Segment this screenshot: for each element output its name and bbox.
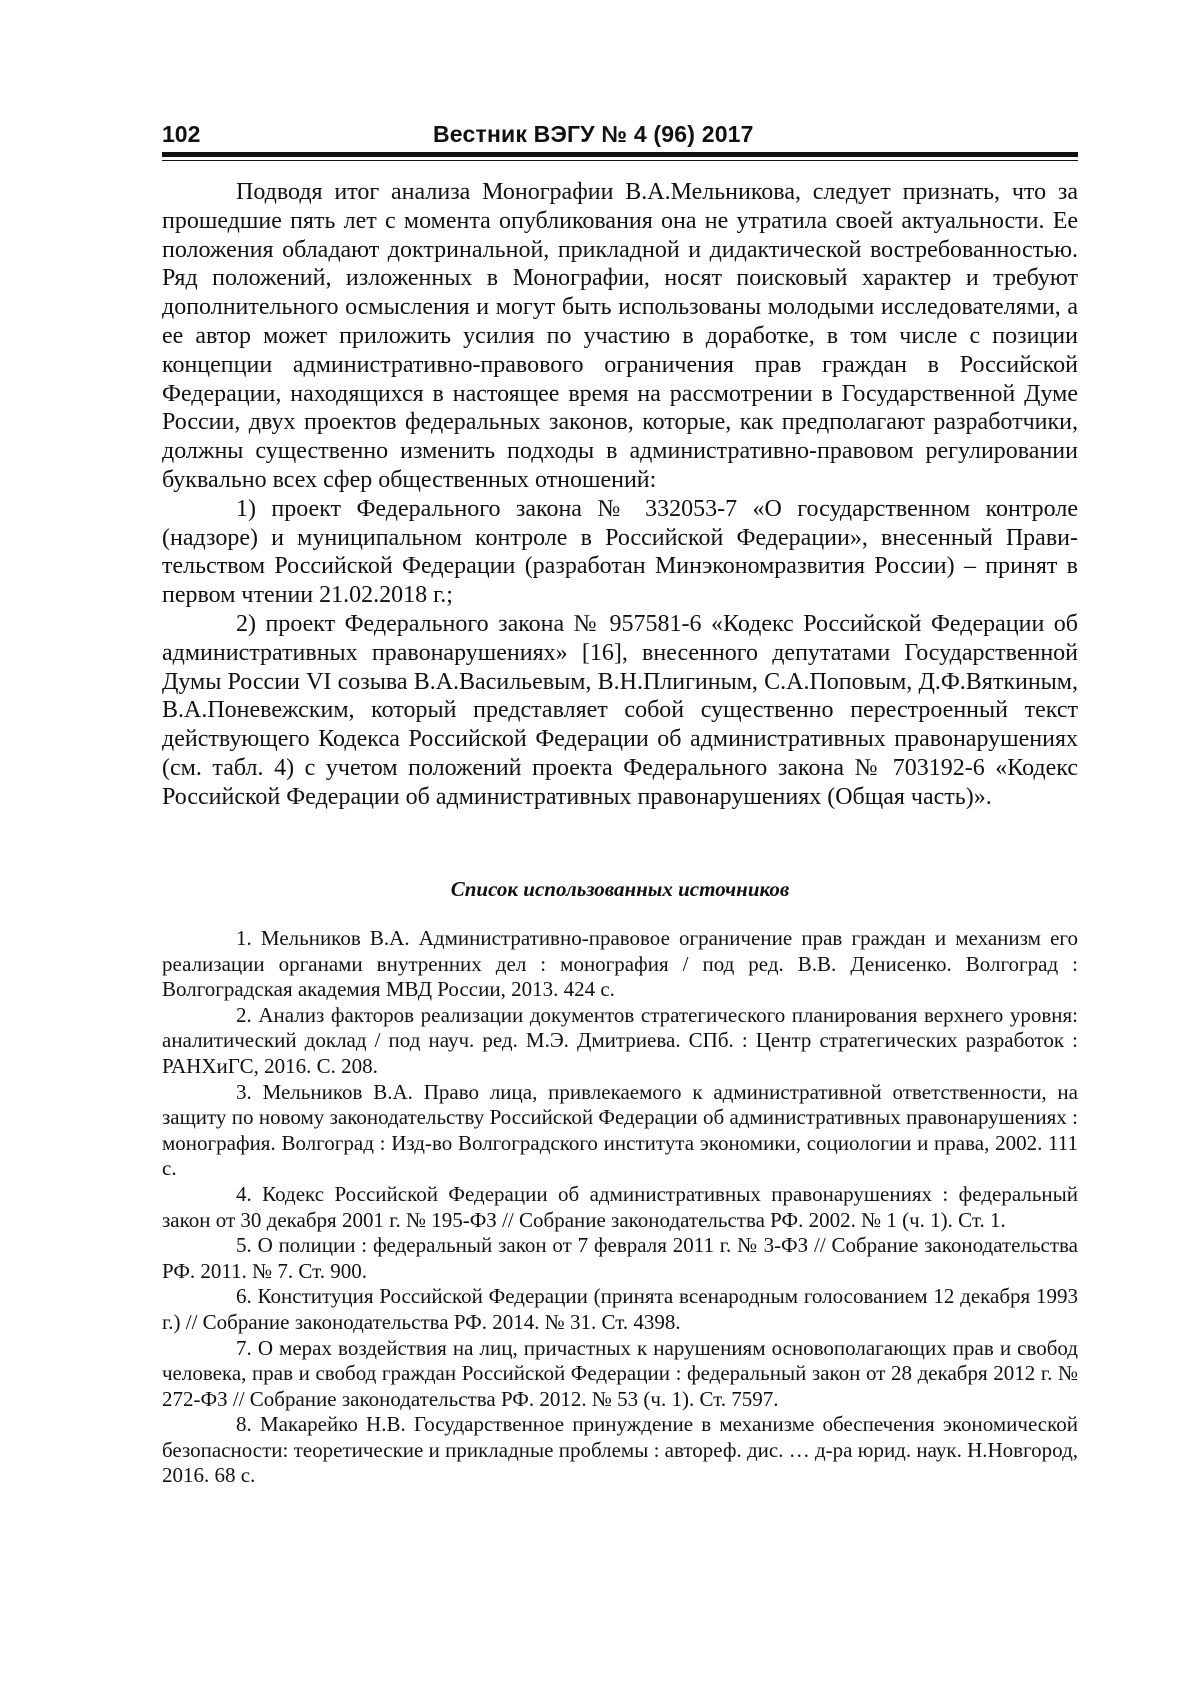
reference-item: 8. Макарейко Н.В. Государственное принуждение в механизме обеспечения экономической безопасности: теоретические и прикладные проблемы : автореф. дис. … д-ра юрид. наук. Н.Новгород, 2016. 68 с.: [162, 1412, 1078, 1488]
references-list: [162, 926, 1078, 1489]
body-text: [162, 178, 1078, 812]
header-rule-thin: [162, 160, 1078, 161]
reference-item: 7. О мерах воздействия на лиц, причастных к нарушениям основополагающих прав и свобод человека, прав и свобод граждан Российской Федерации : федеральный закон от 28 декабря 2012 г. № 272-ФЗ // Собрание законодательства РФ. 2012. № 53 (ч. 1). Ст. 7597.: [162, 1335, 1078, 1411]
header-rule-thick: [162, 152, 1078, 157]
body-paragraph: 1) проект Федерального закона № 332053-7 «О государственном контроле (надзоре) и муниципальном контроле в Российской Федерации», внесенный Правительством Российской Федерации (разработан Минэкономразвития России) – принят в первом чтении 21.02.2018 г.;: [162, 495, 1078, 609]
journal-title: Вестник ВЭГУ № 4 (96) 2017: [433, 121, 754, 147]
reference-item: 4. Кодекс Российской Федерации об административных правонарушениях : федеральный закон от 30 декабря 2001 г. № 195-ФЗ // Собрание законодательства РФ. 2002. № 1 (ч. 1). Ст. 1.: [162, 1181, 1078, 1232]
reference-item: 6. Конституция Российской Федерации (принята всенародным голосованием 12 декабря 1993 г.) // Собрание законодательства РФ. 2014. № 31. Ст. 4398.: [162, 1284, 1078, 1334]
reference-item: 1. Мельников В.А. Административно-правовое ограничение прав граждан и механизм его реализации органами внутренних дел : монография / под ред. В.В. Денисенко. Волгоград : Волгоградская академия МВД России, 2013. 424 с.: [162, 926, 1078, 1002]
reference-item: 2. Анализ факторов реализации документов стратегического планирования верхнего уровня: аналитический доклад / под науч. ред. М.Э. Дмитриева. СПб. : Центр стратегических разработок : РАНХиГС, 2016. С. 208.: [162, 1002, 1078, 1078]
body-paragraph: 2) проект Федерального закона № 957581-6 «Кодекс Российской Федерации об административных правонарушениях» [16], внесенного депутатами Государственной Думы России VI созыва В.А.Васильевым, В.Н.Плигиным, С.А.Поповым, Д.Ф.Вяткиным, В.А.Поневежским, который представляет собой существенно перестроенный текст действующего Кодекса Российской Федерации об административных правонарушениях (см. табл. 4) с учетом положений проекта Федерального закона № 703192-6 «Кодекс Российской Федерации об административных правонарушениях (Общая часть)».: [162, 610, 1078, 810]
running-header: [162, 114, 1078, 154]
reference-item: 3. Мельников В.А. Право лица, привлекаемого к административной ответственности, на защиту по новому законодательству Российской Федерации об административных правонарушениях : монография. Волгоград : Изд-во Волгоградского института экономики, социологии и права, 2002. 111 с.: [162, 1079, 1078, 1181]
body-paragraph: Подводя итог анализа Монографии В.А.Мельникова, следует признать, что за прошедшие пять лет с момента опубликования она не утратила своей актуальности. Ее положения обладают доктринальной, прикладной и дидактической востребованностью. Ряд положений, изложенных в Монографии, носят поисковый характер и требуют дополнительного осмысления и могут быть использованы молодыми исследователями, а ее автор может приложить усилия по участию в доработке, в том числе с позиции концепции административно-правового ограничения прав граждан в Российской Федерации, находящихся в настоящее время на рассмотрении в Государственной Думе России, двух проектов федеральных законов, которые, как предполагают разработчики, должны существенно изменить подходы в административно-правовом регулировании буквально всех сфер общественных отношений:: [162, 179, 1078, 493]
page-number: 102: [162, 121, 201, 147]
references-heading: Список использованных источников: [450, 877, 790, 901]
reference-item: 5. О полиции : федеральный закон от 7 февраля 2011 г. № 3-ФЗ // Собрание законодательства РФ. 2011. № 7. Ст. 900.: [162, 1233, 1078, 1283]
